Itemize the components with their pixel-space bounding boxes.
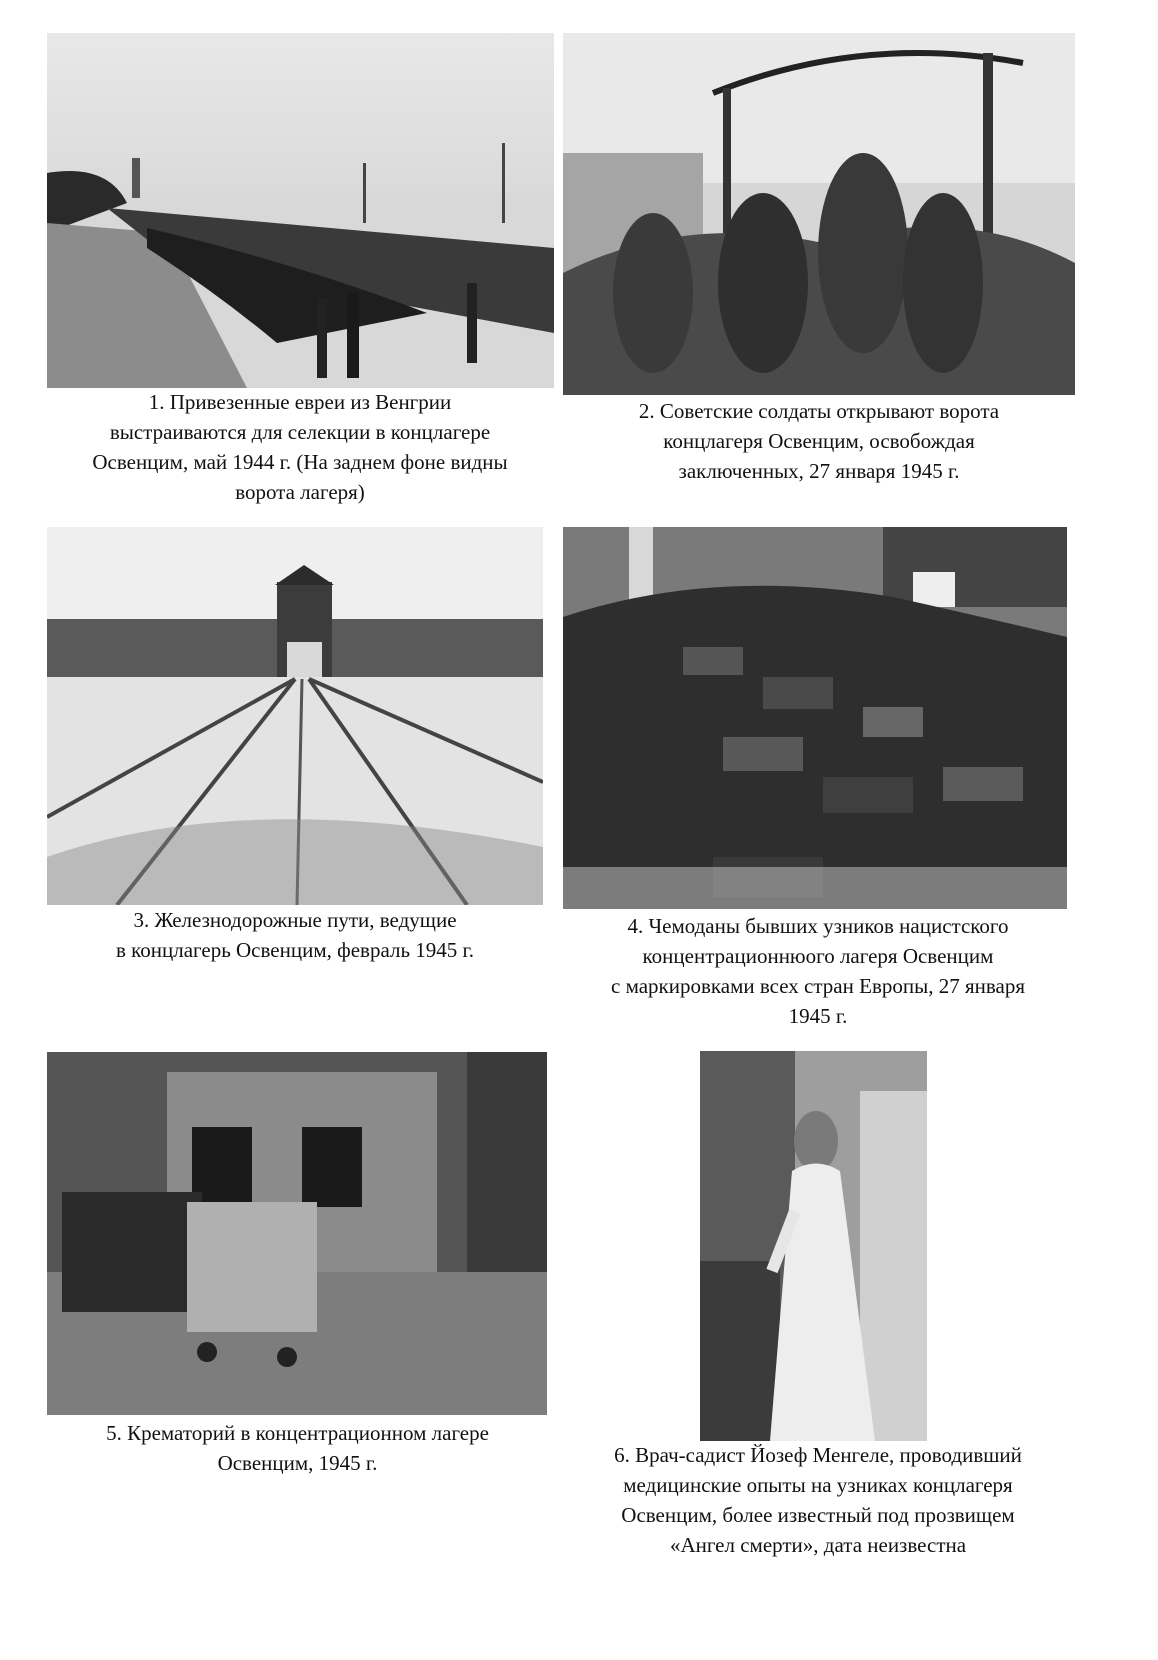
figure-3-caption (20, 905, 570, 965)
photo-suitcases-pile (563, 527, 1067, 909)
figure-4-caption (548, 911, 1088, 1031)
caption-line: медицинские опыты на узниках концлагеря (623, 1473, 1013, 1497)
caption-line: выстраиваются для селекции в концлагере (109, 420, 491, 444)
caption-line: ворота лагеря) (235, 480, 365, 504)
caption-line: 2. Советские солдаты открывают ворота (638, 399, 1000, 423)
caption-line: 3. Железнодорожные пути, ведущие (133, 908, 457, 932)
caption-line: 5. Крематорий в концентрационном лагере (106, 1421, 489, 1445)
caption-line: 4. Чемоданы бывших узников нацистского (627, 914, 1009, 938)
caption-line: концлагеря Освенцим, освобождая (663, 429, 975, 453)
photo-hungarian-jews-selection (47, 33, 554, 388)
figure-5-caption (20, 1418, 575, 1478)
photo-railway-tracks-gate (47, 527, 543, 905)
figure-2-caption (563, 396, 1075, 486)
photo-soviet-soldiers-gate (563, 33, 1075, 395)
figure-1-caption (20, 387, 580, 507)
caption-line: «Ангел смерти», дата неизвестна (669, 1533, 967, 1557)
photo-josef-mengele-portrait (700, 1051, 927, 1441)
caption-line: концентрационнюого лагеря Освенцим (642, 944, 994, 968)
caption-line: заключенных, 27 января 1945 г. (678, 459, 960, 483)
caption-line: 6. Врач-садист Йозеф Менгеле, проводивший (614, 1443, 1022, 1467)
caption-line: Освенцим, 1945 г. (217, 1451, 378, 1475)
caption-line: в концлагерь Освенцим, февраль 1945 г. (115, 938, 475, 962)
caption-line: Освенцим, более известный под прозвищем (621, 1503, 1015, 1527)
photo-crematorium-ovens (47, 1052, 547, 1415)
caption-line: с маркировками всех стран Европы, 27 января (611, 974, 1025, 998)
caption-line: Освенцим, май 1944 г. (На заднем фоне видны (92, 450, 508, 474)
figure-6-caption (548, 1440, 1088, 1560)
caption-line: 1945 г. (788, 1004, 848, 1028)
caption-line: 1. Привезенные евреи из Венгрии (148, 390, 452, 414)
